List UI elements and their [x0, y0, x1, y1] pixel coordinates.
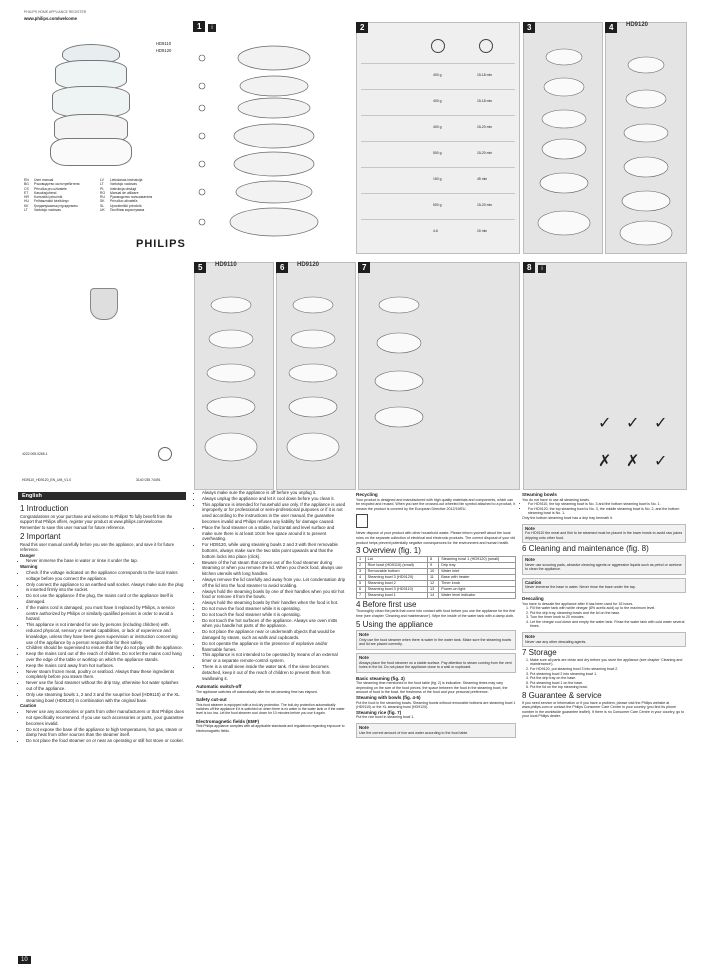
overview-table: 1 Lid 8 Steaming bowl 1 (HD9120) (small) 2 Rice bowl (HD9110) (small) 9 Drip tray 3 Removable bottom 10 Water inlet 4 Steaming bowl 3 (HD9120) 11 Base with heater 5 Steaming bowl 2 12 Timer knob 6 Steaming bowl 3 (HD9110) 13 Power-on light 7 Steaming bowl 1 14 Water level indicator [356, 556, 516, 599]
descaling-text: You have to descale the appliance after it has been used for 15 hours. [522, 601, 634, 606]
food-time: 45 min [477, 177, 488, 181]
food-weight: 500 g [433, 203, 442, 207]
bowls-heading: Steaming with bowls (fig. 4-5) [356, 695, 421, 701]
note-text: For HD9110 the meat and fish to be steamed must be placed in the lower bowls to avoid raw juices dripping onto other food. [525, 531, 683, 540]
food-weight: 4-6 [433, 229, 438, 233]
lang-code: UK [100, 208, 105, 213]
steps-illustration [606, 37, 686, 251]
note-text: Never use scouring pads, abrasive cleaning agents or aggressive liquids such as petrol or acetone to clean the appliance. [525, 562, 682, 572]
note-label: Note [359, 654, 369, 660]
footer-left: 4222.005.0265.1 [22, 452, 48, 456]
caution-box [522, 578, 686, 593]
emf-text: This Philips appliance complies with all applicable standards and regulations regarding exposure to electromagnetic fields. [196, 724, 345, 733]
warning-item: • This appliance is not intended to be operated by means of an external timer or a separate remote-control system. [202, 652, 346, 664]
warning-item: • Children should be supervised to ensure that they do not play with the appliance. [26, 645, 184, 651]
descaling-step: 1. Fill the water tank with white vinegar (8% acetic acid) up to the maximum level. [530, 606, 686, 611]
warning-item: • Always hold the steaming bowls by their handles when the food is hot. [202, 600, 346, 606]
model-2: HD9120 [156, 48, 172, 53]
lang-code: KK [24, 203, 29, 208]
steaming-bowls-intro: You do not have to use all steaming bowls. [522, 497, 590, 502]
caution-item: • Do not expose the base of the appliance to high temperatures, hot gas, steam or damp heat from other sources than the steamer itself. [26, 727, 184, 739]
text-column-1 [20, 502, 184, 744]
storage-step: 3. Put steaming bowl 2 into steaming bowl 1. [530, 672, 686, 677]
rice-text: Put the rice bowl in steaming bowl 1. [356, 715, 415, 720]
food-time: 15-20 min [477, 203, 493, 207]
warning-item: • This appliance is not intended for use by persons (including children) with reduced physical, sensory or mental capabilities, or lack of experience and knowledge, unless they have been given supervision or instruction concerning use of the appliance by a person responsible for their safety. [26, 622, 184, 645]
note-label: Note [525, 634, 535, 640]
auto-switch-off-text: The appliance switches off automatically after the set steaming time has elapsed. [196, 689, 318, 694]
figure-5-model: HD9110 [215, 262, 237, 268]
cover-url: www.philips.com/welcome [24, 16, 77, 21]
note-box [522, 524, 686, 544]
food-time: 15-18 min [477, 73, 493, 77]
food-time: 15-18 min [477, 99, 493, 103]
checkmark-icon: ✓ [654, 415, 668, 432]
cover-back-panel [18, 262, 186, 490]
figure-4-model: HD9120 [626, 22, 649, 28]
steps-illustration [277, 277, 355, 487]
figure-2-tab: 2 [356, 22, 368, 33]
heading-storage: 7 Storage [522, 648, 557, 658]
steps-illustration [195, 277, 273, 487]
language-section-bar: English [18, 492, 186, 500]
warning-item: • Do not touch the food steamer while it is operating. [202, 612, 346, 618]
food-weight: 400 g [433, 99, 442, 103]
food-weight: 150 g [433, 177, 442, 181]
lang-name: Kasutusjuhend [34, 190, 57, 195]
product-illustration [40, 38, 140, 168]
warning-item: • Always remove the lid carefully and away from you. Let condensation drip off the lid into the food steamer to avoid scalding. [202, 577, 346, 589]
figure-1-tab: 1 [193, 21, 205, 32]
text-column-2 [196, 490, 346, 733]
figure-7-panel [358, 262, 520, 490]
lang-name: Посібник користувача [110, 208, 145, 213]
steaming-bowls-heading: Steaming bowls [522, 492, 557, 497]
lang-name: Vartotojo vadovas [34, 208, 61, 213]
note-box [522, 632, 686, 647]
checkmark-icon: ✓ [598, 415, 612, 432]
weight-icon [431, 39, 445, 53]
wheelie-bin-icon [356, 514, 368, 528]
recycling-text: Your product is designed and manufactured with high quality materials and components, which can be recycled and reused. When you see the crossed-out wheeled bin symbol attached to a product, it means the product is covered by the European Directive 2012/19/EU. [356, 497, 516, 511]
checkmark-icon: ✓ [626, 415, 640, 432]
note-text: Only use the food steamer when there is water in the water tank. Make sure the steaming bowls and lid are placed correctly. [359, 637, 512, 647]
emf-heading: Electromagnetic fields (EMF) [196, 718, 260, 724]
caution-text: Never immerse the base in water. Never rinse the base under the tap. [525, 585, 636, 590]
food-weight: 400 g [433, 73, 442, 77]
food-row [361, 193, 515, 219]
warning-label: Warning [20, 564, 38, 570]
caution-item: • Do not place the food steamer on or near an operating or still hot stove or cooker. [26, 738, 184, 744]
heading-important: 2 Important [20, 532, 61, 542]
note-label: Note [525, 525, 535, 531]
food-row [361, 89, 515, 115]
model-1: HD9110 [156, 41, 172, 46]
intro-text-2: Remember to save this user manual for future reference. [20, 524, 126, 530]
food-row [361, 167, 515, 193]
info-icon: i [208, 24, 216, 32]
philips-wordmark: PHILIPS [136, 238, 186, 250]
bowls-item: • For HD9120, the top steaming bowl is No. 3, the middle steaming bowl is No. 2, and the bottom steaming bowl is No. 1. [528, 507, 686, 516]
lang-name: Felhasználói kézikönyv [34, 199, 69, 204]
lang-code: SK [100, 199, 105, 204]
caution-label: Caution [525, 579, 542, 585]
lang-code: BG [24, 182, 29, 187]
recycling-heading: Recycling [356, 492, 378, 497]
descaling-heading: Descaling [522, 595, 544, 601]
lang-name: Vartotojo vadovas [110, 182, 137, 187]
figure-1-panel [194, 22, 350, 252]
figure-2-panel [356, 22, 520, 254]
note-label: Note [359, 632, 369, 638]
recycling-text-2: Never dispose of your product with other household waste. Please inform yourself about the local rules on the separate collection of electrical and electronic products. The correct disposal of your old product helps prevent potentially negative consequences for the environment and human health. [356, 531, 516, 545]
lang-code: PL [100, 186, 105, 191]
steps-illustration [524, 37, 602, 251]
lang-code: LT [24, 208, 28, 213]
food-row [361, 63, 515, 89]
warning-item: • For HD9120, while using steaming bowls 2 and 3 with their removable bottoms, always make sure the two tabs point upwards and that the bottom locks into place (click). [202, 542, 346, 559]
lang-code: ET [24, 190, 29, 195]
lang-code: CS [24, 186, 29, 191]
note-box [356, 653, 516, 673]
lang-name: Instrukcja obsługi [110, 186, 137, 191]
note-box [522, 555, 686, 575]
lang-name: Uporabniški priročnik [110, 203, 142, 208]
rice-heading: Steaming rice (fig. 7) [356, 709, 402, 715]
steps-illustration [359, 277, 439, 487]
heading-before-first-use: 4 Before first use [356, 599, 417, 609]
warning-item: • Only use steaming bowls 1, 2 and 3 and the soup/rice bowl (HD9110) or the XL steaming bowl (HD9120) in combination with the original base. [26, 692, 184, 704]
cover-panel [18, 8, 186, 250]
lang-code: LT [100, 182, 104, 187]
warning-item: • If the mains cord is damaged, you must have it replaced by Philips, a service centre authorized by Philips or similarly qualified persons in order to avoid a hazard. [26, 605, 184, 622]
food-weight: 400 g [433, 125, 442, 129]
figure-8-panel [523, 262, 687, 490]
bowls-text: Put the food in the steaming bowls. Steaming bowls without removable bottoms are steaming bowl 1 (HD9110) or the XL steaming bowl (HD9120). [356, 700, 516, 710]
before-first-use-text: Thoroughly clean the parts that come into contact with food before you use the appliance for the first time (see chapter 'Cleaning and maintenance'). Wipe the inside of the water tank with a damp cloth. [356, 609, 516, 618]
lang-name: Príručka užívateľa [110, 199, 138, 204]
clock-icon [479, 39, 493, 53]
page-number: 10 [18, 956, 31, 964]
food-row [361, 219, 515, 245]
note-box [356, 723, 516, 738]
warning-item: • Check if the voltage indicated on the appliance corresponds to the local mains voltage before you connect the appliance. [26, 570, 184, 582]
info-icon: i [538, 265, 546, 273]
lang-code: EN [24, 178, 29, 182]
checkmark-icon: ✓ [654, 453, 668, 470]
warning-item: • Keep the mains cord away from hot surfaces. [26, 663, 184, 669]
important-text: Read this user manual carefully before you use the appliance, and save it for future reference. [20, 541, 175, 553]
language-list [24, 178, 184, 212]
figure-7-tab: 7 [358, 262, 370, 273]
lang-name: Lietošanas instrukcija [110, 178, 143, 182]
guarantee-text: If you need service or information or if you have a problem, please visit the Philips website at www.philips.com or contact the Philips Consumer Care Centre in your country (you find its phone number in the worldwide guarantee leaflet). If there is no Consumer Care Centre in your country, go to your local Philips dealer. [522, 700, 685, 719]
lang-name: Қолданушының нұсқаулығы [34, 203, 78, 208]
heading-introduction: 1 Introduction [20, 504, 69, 513]
lang-code: HU [24, 199, 29, 204]
footer-code: HD9110_HD9120_EN_UM_V1.0 [22, 478, 72, 482]
warning-item: • Do not touch the hot surfaces of the appliance. Always use oven mitts when you handle hot parts of the appliance. [202, 618, 346, 630]
figure-4-tab: 4 [605, 22, 617, 33]
basic-steaming-text: The steaming time mentioned in the food table (fig. 2) is indicative. Steaming times may vary depending on the size of the food pieces, the space between the food in the steaming bowl, the amount of food in the bowl, the freshness of the food and your personal preference. [356, 681, 508, 695]
descaling-step: 3. Turn the timer knob to 20 minutes. [530, 615, 686, 620]
warning-item: • Do not place the appliance near or underneath objects that would be damaged by steam, such as walls and cupboards. [202, 629, 346, 641]
cross-icon: ✗ [626, 453, 640, 470]
figure-5-panel [194, 262, 274, 490]
heading-cleaning: 6 Cleaning and maintenance (fig. 8) [522, 544, 649, 554]
food-weight: 500 g [433, 151, 442, 155]
warning-item: • Always make sure the appliance is off before you unplug it. [202, 490, 346, 496]
danger-item: • Never immerse the base in water or rinse it under the tap. [26, 558, 184, 564]
steaming-bowls-text-2: Only the bottom steaming bowl has a drip tray beneath it. [522, 515, 613, 520]
lang-name: Korisnički priručnik [34, 195, 63, 200]
figure-8-tab: 8 [523, 262, 535, 273]
warning-item: • Do not operate the appliance in the presence of explosive and/or flammable fumes. [202, 641, 346, 653]
intro-text: Congratulations on your purchase and welcome to Philips! To fully benefit from the support that Philips offers, register your product at www.philips.com/welcome. [20, 513, 173, 525]
caution-item: • Never use any accessories or parts from other manufacturers or that Philips does not specifically recommend. If you use such accessories or parts, your guarantee becomes invalid. [26, 709, 184, 726]
figure-5-tab: 5 [194, 262, 206, 273]
bowls-item: • For HD9110, the top steaming bowl is No. 3 and the bottom steaming bowl is No. 1. [528, 502, 686, 507]
figure-4-panel [605, 22, 687, 254]
lang-code: RU [100, 195, 105, 200]
descaling-step: 2. Put the drip tray, steaming bowls and the lid on the base. [530, 611, 686, 616]
food-time: 15-20 min [477, 151, 493, 155]
auto-switch-off-heading: Automatic switch-off [196, 684, 242, 690]
lang-name: Příručka pro uživatele [34, 186, 67, 191]
footer-right: 3140 035 74491 [136, 478, 161, 482]
danger-label: Danger [20, 552, 36, 558]
text-column-4 [522, 492, 686, 719]
lang-name: Руководство пользователя [110, 195, 153, 200]
warning-item: • Only connect the appliance to an earthed wall socket. Always make sure the plug is inserted firmly into the socket. [26, 582, 184, 594]
note-box [356, 630, 516, 650]
warning-item: • Beware of the hot steam that comes out of the food steamer during steaming or when you remove the lid. When you check food, always use kitchen utensils with long handles. [202, 560, 346, 577]
warning-item: • Never use the food steamer without the drip tray, otherwise hot water splashes out of the appliance. [26, 680, 184, 692]
figure-3-tab: 3 [523, 22, 535, 33]
warning-item: • There is a small sieve inside the water tank. If the sieve becomes detached, keep it out of the reach of children to prevent them from swallowing it. [202, 664, 346, 681]
lang-code: HR [24, 195, 29, 200]
storage-step: 4. Put the drip tray on the base. [530, 676, 686, 681]
warning-item: • Keep the mains cord out of the reach of children. Do not let the mains cord hang over the edge of the table or worktop on which the appliance stands. [26, 651, 184, 663]
safety-heading: Safety cut-out [196, 697, 227, 703]
warning-item: • Always unplug the appliance and let it cool down before you clean it. [202, 496, 346, 502]
safety-text: This food steamer is equipped with a boil-dry protection. The boil-dry protection automatically switches off the appliance if it is switched on when there is no water in the water tank or if the water level is too low. Let the food steamer cool down for 10 minutes before you use it again. [196, 702, 345, 716]
descaling-step: 4. Let the vinegar cool down and empty the water tank. Rinse the water tank with cold water several times. [530, 620, 686, 629]
philips-shield-logo [90, 288, 118, 320]
recycle-icon [158, 447, 172, 461]
lang-code: LV [100, 178, 104, 182]
warning-item: • Place the food steamer on a stable, horizontal and level surface and make sure there is at least 10cm free space around it to prevent overheating. [202, 525, 346, 542]
heading-using-appliance: 5 Using the appliance [356, 619, 433, 629]
food-row [361, 115, 515, 141]
note-label: Note [525, 556, 535, 562]
food-time: 15 min [477, 229, 488, 233]
lang-code: SL [100, 203, 105, 208]
figure-6-panel [276, 262, 356, 490]
food-row [361, 141, 515, 167]
cover-line1: PHILIPS HOME APPLIANCE REGISTER [24, 10, 87, 14]
heading-overview: 3 Overview (fig. 1) [356, 546, 421, 556]
storage-step: 5. Put steaming bowl 1 on the base. [530, 681, 686, 686]
heading-guarantee: 8 Guarantee & service [522, 691, 602, 700]
exploded-view-illustration [194, 36, 350, 252]
lang-name: Manual de utilizare [110, 190, 139, 195]
note-text: Always place the food steamer on a stable surface. Pay attention to steam coming from the vent holes in the lid. Do not place the appliance close to a wall or cupboard. [359, 660, 512, 670]
warning-item: • Do not use the appliance if the plug, the mains cord or the appliance itself is damaged. [26, 593, 184, 605]
lang-name: User manual [34, 178, 54, 182]
figure-6-model: HD9120 [297, 262, 320, 268]
storage-step: 1. Make sure all parts are clean and dry before you store the appliance (see chapter 'Cleaning and maintenance'). [530, 658, 686, 667]
storage-step: 2. For HD9120, put steaming bowl 3 into steaming bowl 2. [530, 667, 686, 672]
lang-name: Ръководство за потребителя [34, 182, 80, 187]
warning-item: • Do not move the food steamer while it is operating. [202, 606, 346, 612]
warning-item: • Always hold the steaming bowls by one of their handles when you stir hot food or remove it from the bowls. [202, 589, 346, 601]
figure-6-tab: 6 [276, 262, 288, 273]
caution-label: Caution [20, 703, 37, 709]
food-time: 15-20 min [477, 125, 493, 129]
note-label: Note [359, 725, 369, 731]
storage-step: 6. Put the lid on the top steaming bowl. [530, 685, 686, 690]
warning-item: • Never steam frozen meat, poultry or seafood. Always thaw these ingredients completely before you steam them. [26, 669, 184, 681]
warning-item: • This appliance is intended for household use only. If the appliance is used improperly or for professional or semi-professional purposes or if it is not used according to the instructions in the user manual, the guarantee becomes invalid and Philips refuses any liability for damage caused. [202, 502, 346, 525]
basic-steaming-heading: Basic steaming (fig. 3) [356, 675, 405, 681]
cross-icon: ✗ [598, 453, 612, 470]
text-column-3 [356, 492, 516, 741]
lang-code: RO [100, 190, 106, 195]
note-text: Never use any other descaling agents. [525, 639, 587, 644]
figure-3-panel [523, 22, 603, 254]
note-text: Use the correct amount of rice and water according to the food table. [359, 730, 469, 735]
